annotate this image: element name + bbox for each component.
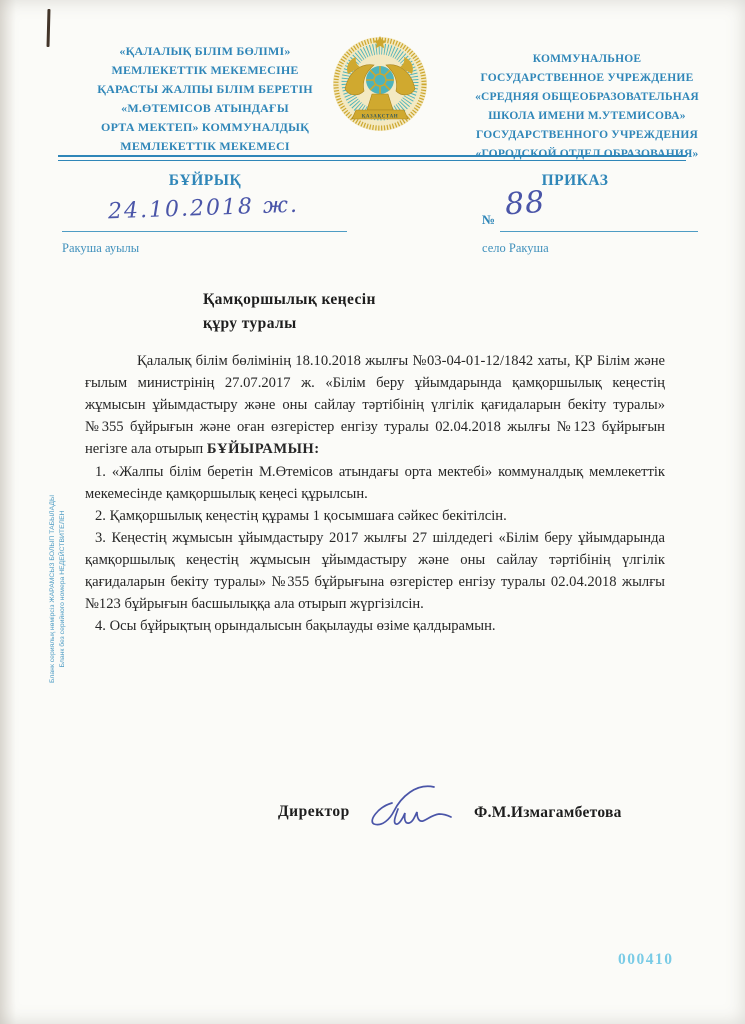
intro-text: Қалалық білім бөлімінің 18.10.2018 жылғы №03-04-01-12/1842 хаты, ҚР Білім және ғылым министрінің 27.07.2017 ж. «Білім беру ұйымдарында қамқоршылық кеңестің жұмысын ұйымдастыру және оны сайлау тәртібінің үлгілік қағидаларын бекіту туралы» №355 бұйрығын және оған өзгерістер енгізу туралы 02.04.2018 жылғы №123 бұйрығын негізге ала отырып xyxy=(85,353,665,457)
signature-name: Ф.М.Измагамбетова xyxy=(474,804,622,821)
number-symbol: № xyxy=(482,212,496,227)
org-ru-line: КОММУНАЛЬНОЕ xyxy=(532,53,642,65)
handwritten-order-number: 88 xyxy=(503,184,547,223)
order-items-list xyxy=(85,461,665,637)
order-word-russian: ПРИКАЗ xyxy=(541,172,609,189)
org-kk-line: ОРТА МЕКТЕП» КОММУНАЛДЫҚ xyxy=(101,120,309,134)
document-title-line: құру туралы xyxy=(203,315,297,332)
org-kk-line: МЕМЛЕКЕТТІК МЕКЕМЕСІ xyxy=(120,139,290,153)
org-kk-line: «ҚАЛАЛЫҚ БІЛІМ БӨЛІМІ» xyxy=(119,44,291,58)
org-name-kazakh xyxy=(70,42,340,156)
pen-corner-mark xyxy=(47,9,51,47)
order-item: 4. Осы бұйрықтың орындалысын бақылауды өзіме қалдырамын. xyxy=(95,618,496,634)
document-title xyxy=(203,288,376,336)
number-underline xyxy=(500,231,698,232)
org-kk-line: МЕМЛЕКЕТТІК МЕКЕМЕСІНЕ xyxy=(111,63,299,77)
order-item: 1. «Жалпы білім беретін М.Өтемісов атындағы орта мектебі» коммуналдық мемлекеттік мекемесінде қамқоршылық кеңесі құрылсын. xyxy=(85,464,665,502)
place-kazakh: Ракуша ауылы xyxy=(62,241,140,255)
order-item: 2. Қамқоршылық кеңестің құрамы 1 қосымшаға сәйкес бекітілсін. xyxy=(95,508,507,524)
kazakhstan-state-emblem-icon xyxy=(330,34,430,138)
order-item: 3. Кеңестің жұмысын ұйымдастыру 2017 жылғы 27 шілдедегі «Білім беру ұйымдарында қамқоршылық кеңестің жұмысын ұйымдастыру және оны сайлау тәртібінің үлгілік қағидаларын бекіту туралы» №355 бұйрығына өзгерістер енгізу туралы 02.04.2018 жылғы №123 бұйрығын басшылыққа ала отырып жүргізілсін. xyxy=(85,530,665,612)
org-kk-line: «М.ӨТЕМІСОВ АТЫНДАҒЫ xyxy=(121,101,289,115)
signature-title: Директор xyxy=(278,803,350,820)
blank-serial-number: 000410 xyxy=(618,951,674,968)
org-kk-line: ҚАРАСТЫ ЖАЛПЫ БІЛІМ БЕРЕТІН xyxy=(97,82,313,96)
signature-block xyxy=(278,793,678,853)
org-name-russian xyxy=(452,50,722,164)
org-ru-line: ШКОЛА ИМЕНИ М.УТЕМИСОВА» xyxy=(488,110,686,122)
org-ru-line: ГОСУДАРСТВЕННОЕ УЧРЕЖДЕНИЕ xyxy=(480,72,694,84)
org-ru-line: «ГОРОДСКОЙ ОТДЕЛ ОБРАЗОВАНИЯ» xyxy=(475,148,699,160)
handwritten-signature-icon xyxy=(356,781,481,841)
intro-paragraph xyxy=(85,350,665,460)
place-russian: село Ракуша xyxy=(482,241,549,255)
decree-word: БҰЙЫРАМЫН: xyxy=(206,441,320,457)
blank-note-kazakh: Бланк сериялық нөмірсіз ЖАРАМСЫЗ БОЛЫП ТАБЫЛАДЫ xyxy=(49,495,56,683)
org-ru-line: «СРЕДНЯЯ ОБЩЕОБРАЗОВАТЕЛЬНАЯ xyxy=(475,91,699,103)
date-underline xyxy=(62,231,347,232)
blank-validity-note xyxy=(48,478,68,700)
document-body xyxy=(85,350,665,637)
emblem-banner-text: ҚАЗАҚСТАН xyxy=(361,114,399,120)
org-ru-line: ГОСУДАРСТВЕННОГО УЧРЕЖДЕНИЯ xyxy=(475,129,699,141)
blank-note-russian: Бланк без серийного номера НЕДЕЙСТВИТЕЛЕН xyxy=(59,510,66,668)
header-divider xyxy=(58,155,686,161)
handwritten-date: 24.10.2018 ж. xyxy=(107,192,300,225)
order-word-kazakh: БҰЙРЫҚ xyxy=(168,172,242,189)
document-title-line: Қамқоршылық кеңесін xyxy=(203,291,376,308)
